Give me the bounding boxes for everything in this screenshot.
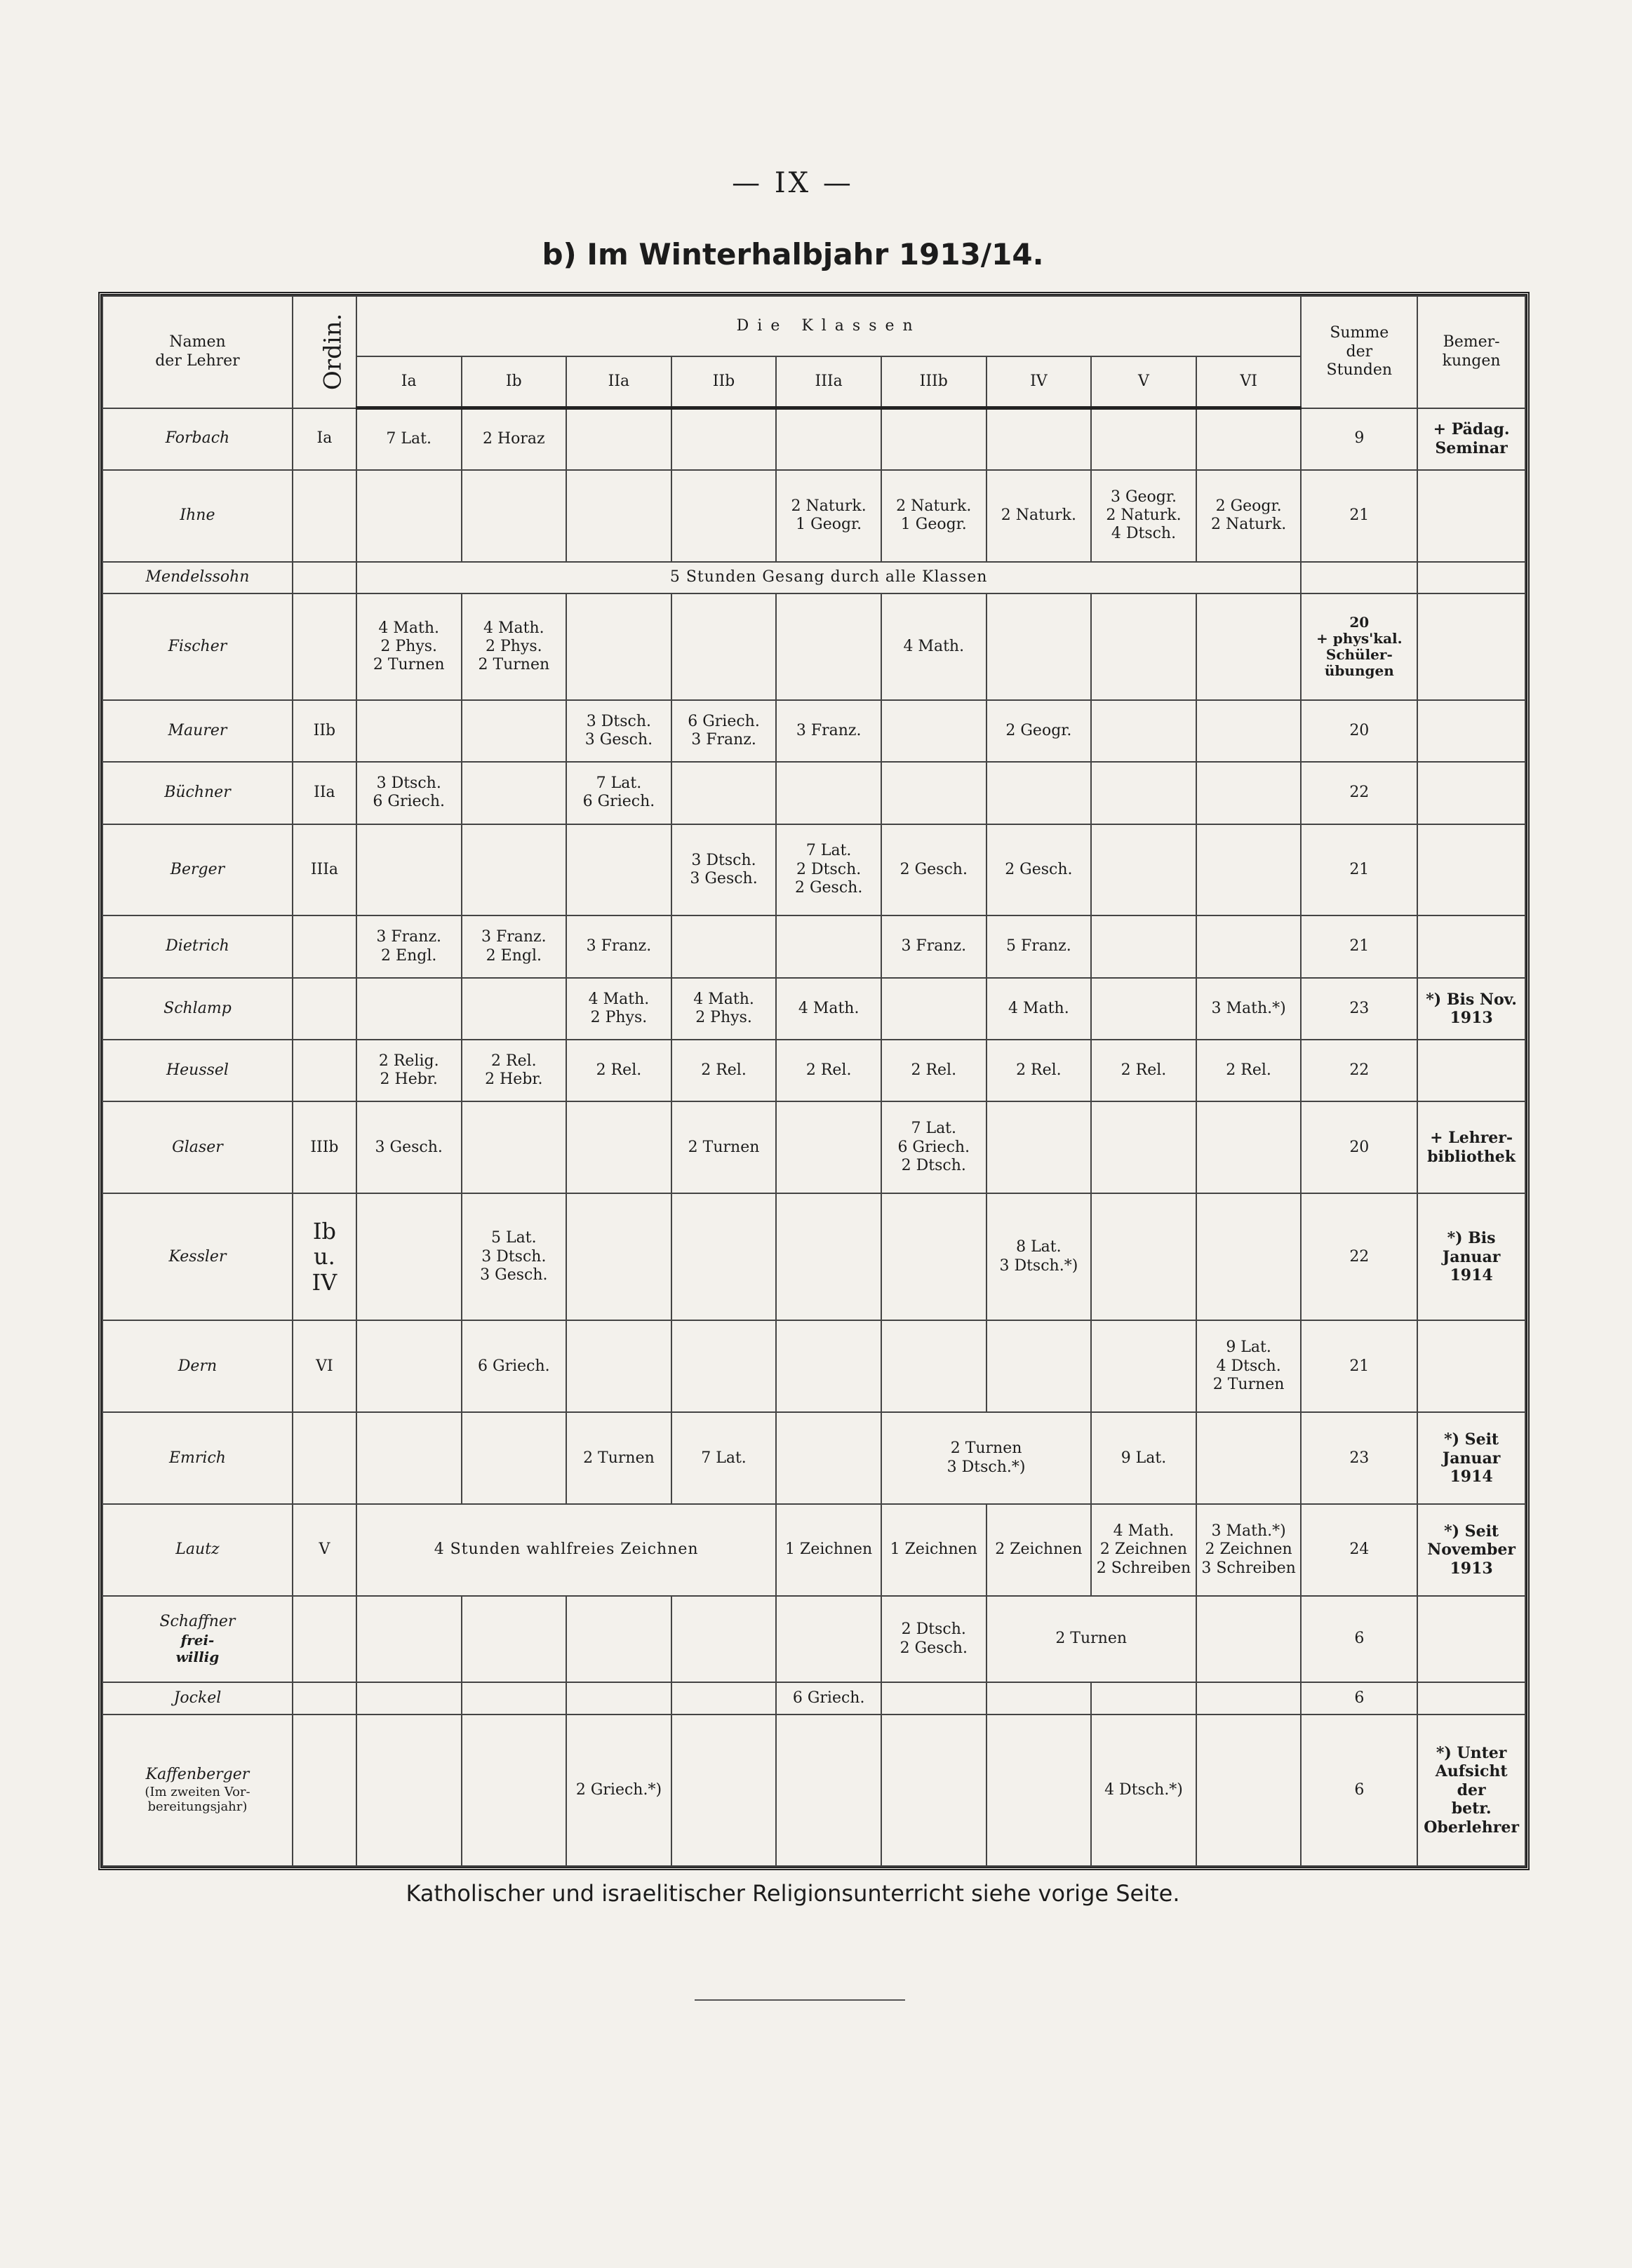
lesson-cell-iib: 6 Griech. 3 Franz. bbox=[671, 700, 777, 762]
lesson-cell-iiib bbox=[881, 700, 986, 762]
lesson-cell-iia bbox=[566, 593, 671, 700]
header-class-iiib: IIIb bbox=[881, 356, 986, 408]
lesson-cell-iiib bbox=[881, 978, 986, 1040]
note-cell: + Lehrer- bibliothek bbox=[1417, 1101, 1525, 1193]
lesson-cell-vi bbox=[1196, 824, 1302, 916]
lesson-cell-iv: 4 Math. bbox=[986, 978, 1092, 1040]
note-cell bbox=[1417, 562, 1525, 594]
sum-cell: 23 bbox=[1301, 978, 1417, 1040]
lesson-cell-iib: 7 Lat. bbox=[671, 1412, 777, 1504]
header-class-iib: IIb bbox=[671, 356, 777, 408]
sum-cell: 23 bbox=[1301, 1412, 1417, 1504]
lesson-cell-iiia bbox=[776, 1320, 881, 1412]
header-bemerkungen: Bemer- kungen bbox=[1417, 296, 1525, 408]
note-cell: *) Unter Aufsicht der betr. Oberlehrer bbox=[1417, 1715, 1525, 1866]
lesson-cell-iiib: 2 Dtsch. 2 Gesch. bbox=[881, 1596, 986, 1682]
header-class-iv: IV bbox=[986, 356, 1092, 408]
lesson-cell-iib bbox=[671, 1193, 777, 1320]
lesson-cell-ib: 2 Horaz bbox=[462, 408, 567, 470]
table-row bbox=[102, 1040, 1525, 1101]
table-row bbox=[102, 1101, 1525, 1193]
lesson-cell-iv bbox=[986, 408, 1092, 470]
lesson-cell-ia bbox=[356, 1596, 462, 1682]
ordinarius-cell bbox=[293, 1040, 356, 1101]
header-class-iiia: IIIa bbox=[776, 356, 881, 408]
table-row bbox=[102, 824, 1525, 916]
lesson-cell-iv bbox=[986, 1715, 1092, 1866]
lesson-cell-iiia bbox=[776, 1101, 881, 1193]
lesson-cell-ia: 3 Dtsch. 6 Griech. bbox=[356, 762, 462, 824]
lesson-cell-ia: 4 Math. 2 Phys. 2 Turnen bbox=[356, 593, 462, 700]
lesson-cell-ib bbox=[462, 700, 567, 762]
lesson-cell-ia bbox=[356, 470, 462, 562]
lesson-cell-ib: 5 Lat. 3 Dtsch. 3 Gesch. bbox=[462, 1193, 567, 1320]
lesson-cell-ia: 3 Gesch. bbox=[356, 1101, 462, 1193]
note-cell bbox=[1417, 593, 1525, 700]
lesson-cell-v bbox=[1091, 1682, 1196, 1715]
sum-cell: 22 bbox=[1301, 1193, 1417, 1320]
sum-cell: 6 bbox=[1301, 1682, 1417, 1715]
ordinarius-cell bbox=[293, 470, 356, 562]
lesson-cell-vi bbox=[1196, 700, 1302, 762]
lesson-cell-iia: 3 Dtsch. 3 Gesch. bbox=[566, 700, 671, 762]
teacher-name bbox=[102, 1596, 293, 1682]
lesson-cell-iiia: 3 Franz. bbox=[776, 700, 881, 762]
note-cell bbox=[1417, 1682, 1525, 1715]
lesson-cell-iia: 2 Griech.*) bbox=[566, 1715, 671, 1866]
lesson-cell-iiia: 2 Naturk. 1 Geogr. bbox=[776, 470, 881, 562]
table-row bbox=[102, 1412, 1525, 1504]
lesson-cell-v: 3 Geogr. 2 Naturk. 4 Dtsch. bbox=[1091, 470, 1196, 562]
teacher-name: Fischer bbox=[102, 593, 293, 700]
lesson-cell-iia bbox=[566, 470, 671, 562]
lesson-cell-iiib: 4 Math. bbox=[881, 593, 986, 700]
table-row bbox=[102, 1596, 1525, 1682]
ordinarius-cell: IIIb bbox=[293, 1101, 356, 1193]
lesson-cell-iiia bbox=[776, 762, 881, 824]
ordinarius-cell bbox=[293, 1412, 356, 1504]
teacher-name: Kessler bbox=[102, 1193, 293, 1320]
lesson-cell-v bbox=[1091, 762, 1196, 824]
table-row bbox=[102, 1715, 1525, 1866]
ordinarius-cell bbox=[293, 1715, 356, 1866]
lesson-cell-ib bbox=[462, 470, 567, 562]
ordinarius-cell: IIb bbox=[293, 700, 356, 762]
lesson-span-iv-v: 2 Turnen bbox=[986, 1596, 1196, 1682]
lesson-cell-vi: 9 Lat. 4 Dtsch. 2 Turnen bbox=[1196, 1320, 1302, 1412]
lesson-cell-iiia bbox=[776, 915, 881, 977]
schedule-table bbox=[102, 295, 1526, 1867]
lesson-cell-iia: 4 Math. 2 Phys. bbox=[566, 978, 671, 1040]
teacher-name bbox=[102, 1715, 293, 1866]
freiwillig-label: frei- willig bbox=[175, 1631, 220, 1665]
lesson-cell-v bbox=[1091, 1320, 1196, 1412]
lesson-cell-iiib bbox=[881, 1715, 986, 1866]
lesson-cell-iiia: 2 Rel. bbox=[776, 1040, 881, 1101]
lesson-cell-v bbox=[1091, 1101, 1196, 1193]
note-cell bbox=[1417, 470, 1525, 562]
lesson-cell-vi: 3 Math.*) 2 Zeichnen 3 Schreiben bbox=[1196, 1504, 1302, 1596]
lesson-cell-iiia bbox=[776, 1412, 881, 1504]
note-cell bbox=[1417, 700, 1525, 762]
teacher-name: Jockel bbox=[102, 1682, 293, 1715]
header-ordinarius: Ordin. bbox=[293, 296, 356, 408]
teacher-name: Schlamp bbox=[102, 978, 293, 1040]
ordinarius-cell bbox=[293, 593, 356, 700]
lesson-cell-iiib: 2 Gesch. bbox=[881, 824, 986, 916]
header-teacher-names: Namen der Lehrer bbox=[102, 296, 293, 408]
sum-cell: 21 bbox=[1301, 470, 1417, 562]
teacher-name: Lautz bbox=[102, 1504, 293, 1596]
lesson-cell-iia bbox=[566, 1320, 671, 1412]
lesson-cell-vi: 3 Math.*) bbox=[1196, 978, 1302, 1040]
ordinarius-cell bbox=[293, 915, 356, 977]
lesson-cell-vi bbox=[1196, 1715, 1302, 1866]
table-row bbox=[102, 700, 1525, 762]
lesson-cell-iv: 2 Gesch. bbox=[986, 824, 1092, 916]
lesson-cell-iiia: 1 Zeichnen bbox=[776, 1504, 881, 1596]
ordinarius-cell bbox=[293, 1682, 356, 1715]
lesson-cell-iia bbox=[566, 824, 671, 916]
lesson-cell-ia bbox=[356, 1682, 462, 1715]
ordinarius-cell: IIIa bbox=[293, 824, 356, 916]
lesson-cell-iv bbox=[986, 762, 1092, 824]
lesson-cell-ib: 4 Math. 2 Phys. 2 Turnen bbox=[462, 593, 567, 700]
lesson-cell-ib: 2 Rel. 2 Hebr. bbox=[462, 1040, 567, 1101]
table-row bbox=[102, 762, 1525, 824]
note-cell: *) Bis Nov. 1913 bbox=[1417, 978, 1525, 1040]
sum-cell: 20 bbox=[1301, 700, 1417, 762]
lesson-cell-iib bbox=[671, 1596, 777, 1682]
lesson-cell-v bbox=[1091, 593, 1196, 700]
ordinarius-cell bbox=[293, 1596, 356, 1682]
table-row bbox=[102, 1504, 1525, 1596]
table-row bbox=[102, 1320, 1525, 1412]
note-cell: *) Seit November 1913 bbox=[1417, 1504, 1525, 1596]
ordinarius-cell: V bbox=[293, 1504, 356, 1596]
header-summe: Summe der Stunden bbox=[1301, 296, 1417, 408]
lesson-cell-iiib: 7 Lat. 6 Griech. 2 Dtsch. bbox=[881, 1101, 986, 1193]
lesson-cell-iiib bbox=[881, 1682, 986, 1715]
sum-cell: 22 bbox=[1301, 1040, 1417, 1101]
lesson-cell-iv bbox=[986, 1682, 1092, 1715]
lesson-span-gesang: 5 Stunden Gesang durch alle Klassen bbox=[356, 562, 1302, 594]
lesson-cell-iv bbox=[986, 1101, 1092, 1193]
lesson-cell-iia: 3 Franz. bbox=[566, 915, 671, 977]
lesson-cell-iiia: 6 Griech. bbox=[776, 1682, 881, 1715]
sum-cell: 6 bbox=[1301, 1715, 1417, 1866]
lesson-cell-iiia: 7 Lat. 2 Dtsch. 2 Gesch. bbox=[776, 824, 881, 916]
header-class-iia: IIa bbox=[566, 356, 671, 408]
lesson-cell-iv: 2 Rel. bbox=[986, 1040, 1092, 1101]
lesson-cell-iia bbox=[566, 408, 671, 470]
lesson-cell-vi: 2 Rel. bbox=[1196, 1040, 1302, 1101]
lesson-cell-iib bbox=[671, 593, 777, 700]
lesson-cell-iib: 4 Math. 2 Phys. bbox=[671, 978, 777, 1040]
lesson-cell-iia bbox=[566, 1682, 671, 1715]
lesson-cell-ia bbox=[356, 1193, 462, 1320]
footer-rule bbox=[695, 1999, 905, 2001]
ordinarius-cell: Ia bbox=[293, 408, 356, 470]
lesson-cell-iib bbox=[671, 915, 777, 977]
lesson-cell-iv: 5 Franz. bbox=[986, 915, 1092, 977]
lesson-cell-iib: 3 Dtsch. 3 Gesch. bbox=[671, 824, 777, 916]
lesson-cell-ib bbox=[462, 1682, 567, 1715]
lesson-cell-vi bbox=[1196, 1412, 1302, 1504]
ordinarius-cell: VI bbox=[293, 1320, 356, 1412]
teacher-name: Dern bbox=[102, 1320, 293, 1412]
lesson-cell-v: 4 Math. 2 Zeichnen 2 Schreiben bbox=[1091, 1504, 1196, 1596]
teacher-name: Ihne bbox=[102, 470, 293, 562]
lesson-cell-v bbox=[1091, 700, 1196, 762]
note-cell: *) Seit Januar 1914 bbox=[1417, 1412, 1525, 1504]
lesson-cell-iib bbox=[671, 1715, 777, 1866]
header-die-klassen: Die Klassen bbox=[356, 296, 1302, 356]
lesson-cell-iiib: 2 Naturk. 1 Geogr. bbox=[881, 470, 986, 562]
schedule-table-frame bbox=[98, 292, 1530, 1870]
teacher-name-text: Kaffenberger bbox=[145, 1766, 250, 1784]
lesson-cell-v: 4 Dtsch.*) bbox=[1091, 1715, 1196, 1866]
lesson-cell-iib: 2 Rel. bbox=[671, 1040, 777, 1101]
lesson-cell-iia bbox=[566, 1596, 671, 1682]
lesson-cell-ia: 2 Relig. 2 Hebr. bbox=[356, 1040, 462, 1101]
lesson-cell-ia: 3 Franz. 2 Engl. bbox=[356, 915, 462, 977]
lesson-cell-iib bbox=[671, 470, 777, 562]
sum-cell: 24 bbox=[1301, 1504, 1417, 1596]
lesson-cell-vi bbox=[1196, 1193, 1302, 1320]
lesson-cell-iia bbox=[566, 1101, 671, 1193]
header-class-ib: Ib bbox=[462, 356, 567, 408]
lesson-cell-ib bbox=[462, 1412, 567, 1504]
lesson-cell-iib bbox=[671, 1682, 777, 1715]
teacher-name: Maurer bbox=[102, 700, 293, 762]
page-heading: b) Im Winterhalbjahr 1913/14. bbox=[542, 237, 1044, 271]
ordinarius-cell: Ib u. IV bbox=[293, 1193, 356, 1320]
lesson-cell-vi bbox=[1196, 408, 1302, 470]
lesson-cell-iv bbox=[986, 593, 1092, 700]
table-row bbox=[102, 1682, 1525, 1715]
lesson-cell-iia: 2 Rel. bbox=[566, 1040, 671, 1101]
lesson-cell-vi bbox=[1196, 1682, 1302, 1715]
teacher-name: Glaser bbox=[102, 1101, 293, 1193]
ordinarius-cell: IIa bbox=[293, 762, 356, 824]
lesson-cell-vi bbox=[1196, 593, 1302, 700]
lesson-cell-iv bbox=[986, 1320, 1092, 1412]
lesson-cell-iiib bbox=[881, 1193, 986, 1320]
lesson-cell-ia bbox=[356, 1320, 462, 1412]
sum-cell: 21 bbox=[1301, 915, 1417, 977]
lesson-cell-iv: 2 Naturk. bbox=[986, 470, 1092, 562]
table-row bbox=[102, 470, 1525, 562]
lesson-cell-iiia bbox=[776, 1596, 881, 1682]
lesson-cell-iib: 2 Turnen bbox=[671, 1101, 777, 1193]
table-row bbox=[102, 408, 1525, 470]
teacher-name-subtitle: (Im zweiten Vor- bereitungsjahr) bbox=[145, 1784, 250, 1815]
lesson-cell-iia: 7 Lat. 6 Griech. bbox=[566, 762, 671, 824]
lesson-cell-v: 2 Rel. bbox=[1091, 1040, 1196, 1101]
note-cell: + Pädag. Seminar bbox=[1417, 408, 1525, 470]
header-class-ia: Ia bbox=[356, 356, 462, 408]
table-row bbox=[102, 978, 1525, 1040]
lesson-cell-iia bbox=[566, 1193, 671, 1320]
note-cell bbox=[1417, 1040, 1525, 1101]
lesson-cell-iv: 2 Geogr. bbox=[986, 700, 1092, 762]
lesson-span-iiib-iv: 2 Turnen 3 Dtsch.*) bbox=[881, 1412, 1091, 1504]
teacher-name: Dietrich bbox=[102, 915, 293, 977]
table-row bbox=[102, 593, 1525, 700]
table-row bbox=[102, 1193, 1525, 1320]
teacher-name: Heussel bbox=[102, 1040, 293, 1101]
header-class-vi: VI bbox=[1196, 356, 1302, 408]
lesson-cell-ia bbox=[356, 978, 462, 1040]
lesson-cell-iiia bbox=[776, 1193, 881, 1320]
lesson-cell-iib bbox=[671, 762, 777, 824]
lesson-cell-ib bbox=[462, 1596, 567, 1682]
lesson-cell-v bbox=[1091, 915, 1196, 977]
lesson-cell-vi bbox=[1196, 915, 1302, 977]
teacher-name: Mendelssohn bbox=[102, 562, 293, 594]
table-row bbox=[102, 915, 1525, 977]
sum-cell: 6 bbox=[1301, 1596, 1417, 1682]
lesson-cell-v bbox=[1091, 408, 1196, 470]
page-number: — IX — bbox=[732, 167, 854, 199]
lesson-cell-iiia bbox=[776, 1715, 881, 1866]
lesson-cell-iv: 8 Lat. 3 Dtsch.*) bbox=[986, 1193, 1092, 1320]
lesson-cell-iia: 2 Turnen bbox=[566, 1412, 671, 1504]
note-cell bbox=[1417, 824, 1525, 916]
lesson-cell-ia bbox=[356, 1715, 462, 1866]
header-class-v: V bbox=[1091, 356, 1196, 408]
lesson-cell-ib bbox=[462, 824, 567, 916]
lesson-cell-iiia bbox=[776, 408, 881, 470]
lesson-cell-iiia bbox=[776, 593, 881, 700]
lesson-cell-ib: 3 Franz. 2 Engl. bbox=[462, 915, 567, 977]
lesson-cell-ib bbox=[462, 1101, 567, 1193]
note-cell bbox=[1417, 762, 1525, 824]
lesson-cell-iiib: 3 Franz. bbox=[881, 915, 986, 977]
lesson-cell-iv: 2 Zeichnen bbox=[986, 1504, 1092, 1596]
lesson-cell-iiia: 4 Math. bbox=[776, 978, 881, 1040]
teacher-name-text: Schaffner bbox=[159, 1613, 236, 1631]
sum-cell: 9 bbox=[1301, 408, 1417, 470]
teacher-name: Emrich bbox=[102, 1412, 293, 1504]
lesson-cell-v bbox=[1091, 978, 1196, 1040]
lesson-span-zeichnen: 4 Stunden wahlfreies Zeichnen bbox=[356, 1504, 776, 1596]
ordinarius-cell bbox=[293, 562, 356, 594]
lesson-cell-ia: 7 Lat. bbox=[356, 408, 462, 470]
sum-cell: 21 bbox=[1301, 824, 1417, 916]
lesson-cell-iiib bbox=[881, 1320, 986, 1412]
lesson-cell-iiib: 2 Rel. bbox=[881, 1040, 986, 1101]
teacher-name: Berger bbox=[102, 824, 293, 916]
lesson-cell-ia bbox=[356, 700, 462, 762]
lesson-cell-iiib: 1 Zeichnen bbox=[881, 1504, 986, 1596]
lesson-cell-ia bbox=[356, 824, 462, 916]
table-row bbox=[102, 562, 1525, 594]
footer-note: Katholischer und israelitischer Religionsunterricht siehe vorige Seite. bbox=[406, 1880, 1180, 1907]
sum-cell: 20 bbox=[1301, 1101, 1417, 1193]
lesson-cell-ib bbox=[462, 978, 567, 1040]
lesson-cell-vi bbox=[1196, 1596, 1302, 1682]
lesson-cell-ib bbox=[462, 1715, 567, 1866]
sum-cell: 21 bbox=[1301, 1320, 1417, 1412]
lesson-cell-v: 9 Lat. bbox=[1091, 1412, 1196, 1504]
lesson-cell-vi bbox=[1196, 1101, 1302, 1193]
lesson-cell-v bbox=[1091, 1193, 1196, 1320]
lesson-cell-vi: 2 Geogr. 2 Naturk. bbox=[1196, 470, 1302, 562]
lesson-cell-ib bbox=[462, 762, 567, 824]
sum-cell: 20 + phys'kal. Schüler- übungen bbox=[1301, 593, 1417, 700]
note-cell bbox=[1417, 1320, 1525, 1412]
note-cell bbox=[1417, 1596, 1525, 1682]
lesson-cell-iib bbox=[671, 408, 777, 470]
teacher-name: Büchner bbox=[102, 762, 293, 824]
lesson-cell-ia bbox=[356, 1412, 462, 1504]
note-cell bbox=[1417, 915, 1525, 977]
lesson-cell-iiib bbox=[881, 408, 986, 470]
teacher-name: Forbach bbox=[102, 408, 293, 470]
sum-cell: 22 bbox=[1301, 762, 1417, 824]
note-cell: *) Bis Januar 1914 bbox=[1417, 1193, 1525, 1320]
lesson-cell-iib bbox=[671, 1320, 777, 1412]
lesson-cell-ib: 6 Griech. bbox=[462, 1320, 567, 1412]
lesson-cell-vi bbox=[1196, 762, 1302, 824]
sum-cell bbox=[1301, 562, 1417, 594]
lesson-cell-iiib bbox=[881, 762, 986, 824]
ordinarius-cell bbox=[293, 978, 356, 1040]
lesson-cell-v bbox=[1091, 824, 1196, 916]
